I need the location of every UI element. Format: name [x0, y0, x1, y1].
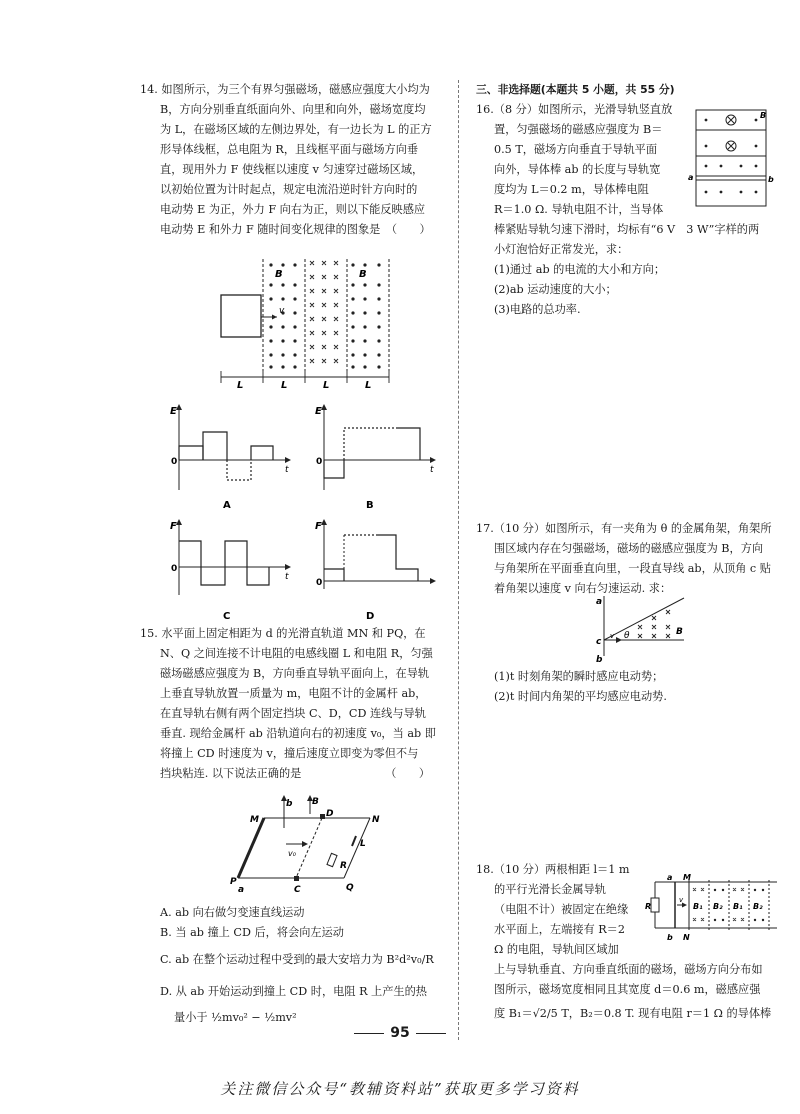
q14-line: 电动势 E 和外力 F 随时间变化规律的图象是 （ ）	[160, 223, 431, 236]
svg-text:a: a	[238, 885, 245, 895]
svg-text:0: 0	[316, 578, 323, 588]
q17-line: 围区域内存在匀强磁场，磁场的磁感应强度为 B，方向	[494, 542, 764, 555]
q15-line: 15. 水平面上固定相距为 d 的光滑直轨道 MN 和 PQ，在	[140, 627, 426, 640]
footer-note: 关注微信公众号“教辅资料站”获取更多学习资料	[220, 1080, 580, 1098]
q14-line: 直，现用外力 F 使线框以速度 v 匀速穿过磁场区域，	[160, 163, 424, 176]
q17-angle-frame-figure	[592, 592, 702, 664]
svg-text:t: t	[285, 572, 289, 582]
q18-rail-figure	[645, 872, 780, 944]
q15-line: 挡块粘连. 以下说法正确的是 （ ）	[160, 767, 431, 780]
q16-line: 0.5 T，磁场方向垂直于导轨平面	[494, 143, 658, 156]
svg-text:R: R	[340, 861, 347, 871]
q18-line: 水平面上，左端接有 R＝2	[494, 923, 625, 936]
svg-text:B₁: B₁	[733, 902, 743, 911]
label-b1: B	[275, 269, 283, 280]
svg-text:v: v	[610, 632, 615, 640]
q16-line: 小灯泡恰好正常发光，求：	[494, 243, 629, 256]
svg-text:b: b	[768, 175, 774, 184]
svg-text:P: P	[230, 877, 237, 887]
q14-graph-c	[165, 515, 295, 625]
q15-line: N、Q 之间连接不计电阻的电感线圈 L 和电阻 R，匀强	[160, 647, 433, 660]
q18-line: 的平行光滑长金属导轨	[494, 883, 606, 896]
label-L3: L	[323, 380, 330, 390]
svg-text:B: B	[312, 797, 319, 807]
q14-line: 形导体线框，总电阻为 R，且线框平面与磁场方向垂	[160, 143, 419, 156]
q17-line: 与角架所在平面垂直向里，一段直导线 ab，从顶角 c 贴	[494, 562, 771, 575]
svg-text:v: v	[679, 896, 684, 904]
q15-option-d-cont: 量小于 ½mv₀² − ½mv²	[174, 1011, 297, 1024]
section-title: 三、非选择题(本题共 5 小题，共 55 分)	[476, 83, 675, 96]
svg-text:B: B	[366, 500, 374, 511]
q14-line: B，方向分别垂直纸面向外、向里和向外，磁场宽度均	[160, 103, 426, 116]
svg-text:t: t	[430, 465, 434, 475]
q14-line: 为 L，在磁场区域的左侧边界处，有一边长为 L 的正方	[160, 123, 432, 136]
q14-graph-a	[165, 400, 295, 520]
q16-line: 置，匀强磁场的磁感应强度为 B＝	[494, 123, 663, 136]
svg-text:B: B	[760, 111, 767, 120]
q15-line: 将撞上 CD 时速度为 v，撞后速度立即变为零但不与	[160, 747, 419, 760]
svg-text:t: t	[285, 465, 289, 475]
q14-line: 以初始位置为计时起点，规定电流沿逆时针方向时的	[160, 183, 418, 196]
q15-line: 上垂直导轨放置一质量为 m，电阻不计的金属杆 ab，	[160, 687, 427, 700]
label-L4: L	[365, 380, 372, 390]
page-number: 95	[0, 1025, 800, 1041]
q14-field-figure	[215, 255, 395, 390]
svg-text:Q: Q	[346, 883, 354, 893]
q15-line: 在直导轨右侧有两个固定挡块 C、D，CD 连线与导轨	[160, 707, 426, 720]
svg-text:v₀: v₀	[288, 849, 296, 858]
q17-sub-2: (2)t 时间内角架的平均感应电动势.	[494, 690, 667, 703]
svg-text:a: a	[596, 597, 603, 607]
label-L2: L	[281, 380, 288, 390]
cross-field-in	[310, 261, 338, 363]
svg-text:N: N	[372, 815, 380, 825]
svg-text:B₁: B₁	[693, 902, 703, 911]
svg-text:F: F	[170, 521, 177, 532]
q16-sub-3: (3)电路的总功率.	[494, 303, 581, 316]
q14-line: 电动势 E 为正，外力 F 向右为正，则以下能反映感应	[160, 203, 426, 216]
svg-text:N: N	[683, 933, 690, 942]
label-b2: B	[359, 269, 367, 280]
q16-sub-2: (2)ab 运动速度的大小；	[494, 283, 617, 296]
label-v: v	[279, 306, 285, 316]
svg-text:R: R	[645, 902, 652, 911]
q16-line: 向外，导体棒 ab 的长度与导轨宽	[494, 163, 661, 176]
svg-text:E: E	[170, 406, 177, 417]
column-divider	[458, 80, 459, 1040]
q18-line: 图所示，磁场宽度相同且其宽度 d＝0.6 m，磁感应强	[494, 983, 761, 996]
svg-text:a: a	[667, 873, 673, 882]
svg-text:D: D	[366, 611, 375, 622]
svg-text:M: M	[250, 815, 259, 825]
q15-option-b[interactable]: B. 当 ab 撞上 CD 后，将会向左运动	[160, 926, 344, 939]
q15-line: 磁场磁感应强度为 B，方向垂直导轨平面向上，在导轨	[160, 667, 430, 680]
q17-sub-1: (1)t 时刻角架的瞬时感应电动势；	[494, 670, 664, 683]
svg-text:b: b	[286, 799, 293, 809]
q15-option-c[interactable]: C. ab 在整个运动过程中受到的最大安培力为 B²d²v₀/R	[160, 953, 434, 966]
q18-line: （电阻不计）被固定在绝缘	[494, 903, 629, 916]
q15-option-a[interactable]: A. ab 向右做匀变速直线运动	[160, 906, 305, 919]
svg-text:B₂: B₂	[753, 902, 763, 911]
q17-line: 着角架以速度 v 向右匀速运动. 求：	[494, 582, 672, 595]
svg-text:B₂: B₂	[713, 902, 723, 911]
svg-text:E: E	[315, 406, 322, 417]
svg-text:c: c	[596, 637, 602, 647]
q16-rail-figure	[688, 106, 778, 210]
svg-text:F: F	[315, 521, 322, 532]
q14-line: 14. 如图所示，为三个有界匀强磁场，磁感应强度大小均为	[140, 83, 430, 96]
svg-text:L: L	[360, 839, 366, 849]
q17-line: 17.（10 分）如图所示，有一夹角为 θ 的金属角架，角架所	[476, 522, 772, 535]
svg-text:θ: θ	[624, 631, 630, 641]
q18-line: 上与导轨垂直、方向垂直纸面的磁场，磁场方向分布如	[494, 963, 763, 976]
q18-line: Ω 的电阻，导轨间区域加	[494, 943, 619, 956]
q16-line: 16.（8 分）如图所示，光滑导轨竖直放	[476, 103, 673, 116]
q16-sub-1: (1)通过 ab 的电流的大小和方向；	[494, 263, 666, 276]
svg-text:B: B	[676, 627, 683, 637]
q15-line: 垂直. 现给金属杆 ab 沿轨道向右的初速度 v₀，当 ab 即	[160, 727, 436, 740]
label-L1: L	[237, 380, 244, 390]
svg-text:b: b	[596, 655, 603, 664]
svg-text:A: A	[223, 500, 231, 511]
q15-option-d[interactable]: D. 从 ab 开始运动到撞上 CD 时，电阻 R 上产生的热	[160, 985, 427, 998]
q16-line: 度均为 L＝0.2 m，导体棒电阻	[494, 183, 649, 196]
svg-text:b: b	[667, 933, 673, 942]
svg-text:0: 0	[316, 457, 323, 467]
svg-text:D: D	[326, 809, 334, 819]
q14-graph-d	[310, 515, 440, 625]
svg-text:0: 0	[171, 457, 178, 467]
svg-text:a: a	[688, 173, 694, 182]
svg-text:M: M	[683, 873, 691, 882]
svg-text:0: 0	[171, 564, 178, 574]
q18-line: 度 B₁＝√2/5 T，B₂＝0.8 T. 现有电阻 r＝1 Ω 的导体棒	[494, 1007, 772, 1020]
svg-text:C: C	[223, 611, 231, 622]
q18-line: 18.（10 分）两根相距 l＝1 m	[476, 863, 630, 876]
q16-line: R＝1.0 Ω. 导轨电阻不计，当导体	[494, 203, 664, 216]
q15-rail-figure	[230, 792, 390, 896]
q16-line: 棒紧贴导轨匀速下滑时，均标有“6 V 3 W”字样的两	[494, 223, 760, 236]
svg-text:C: C	[294, 885, 301, 895]
q14-graph-b	[310, 400, 440, 520]
